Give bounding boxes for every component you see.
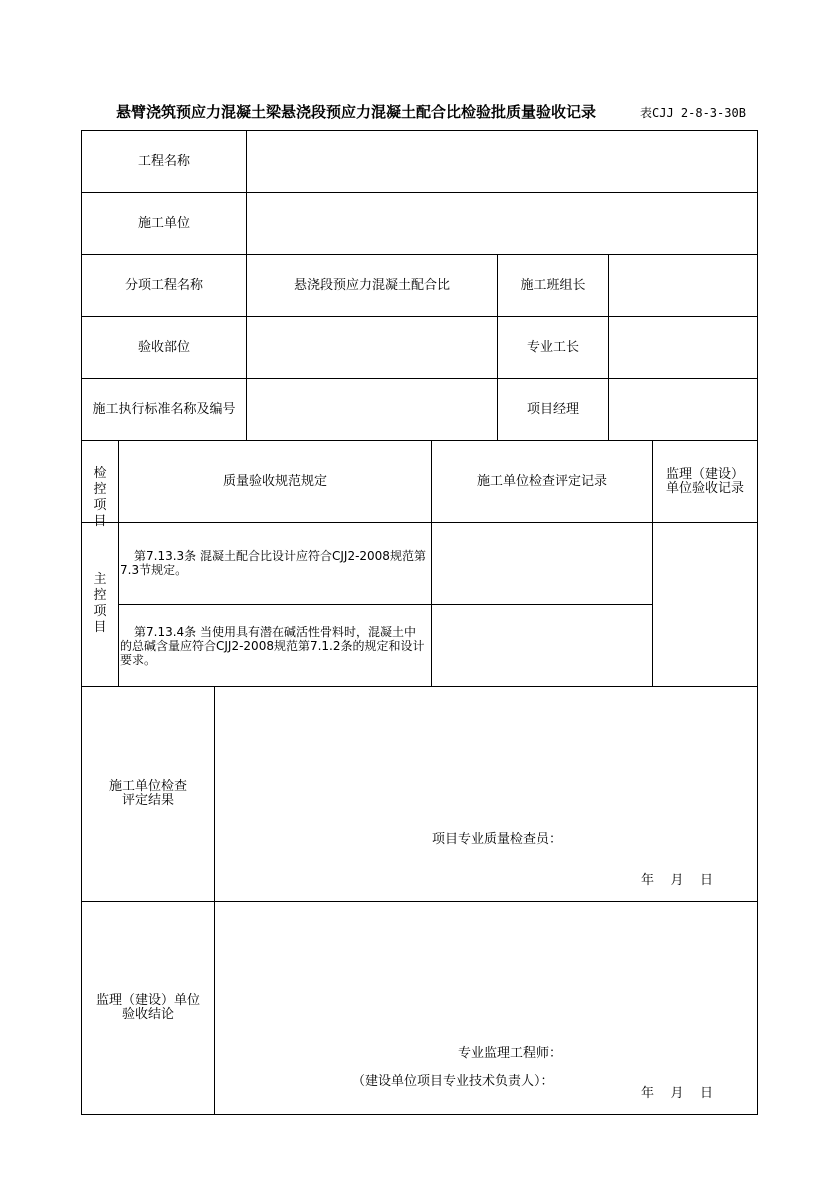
supervisor-conclusion-date: 年 月 日 <box>641 1086 714 1101</box>
main-control-item-1: 第7.13.3条 混凝土配合比设计应符合CJJ2-2008规范第7.3节规定。 <box>120 549 426 577</box>
supervisor-conclusion-label-line1: 监理（建设）单位 <box>95 993 200 1008</box>
construction-unit-value[interactable] <box>247 193 757 254</box>
inspection-item-header: 检控项目 <box>93 466 107 529</box>
standard-label: 施工执行标准名称及编号 <box>92 401 236 417</box>
document-title: 悬臂浇筑预应力混凝土梁悬浇段预应力混凝土配合比检验批质量验收记录 <box>116 103 597 121</box>
supervisor-record-header-line2: 单位验收记录 <box>665 480 744 496</box>
supervisor-record-header-line1: 监理（建设） <box>665 466 744 482</box>
acceptance-part-value[interactable] <box>247 317 497 378</box>
sub-project-label: 分项工程名称 <box>124 277 203 293</box>
sub-project-value[interactable]: 悬浇段预应力混凝土配合比 <box>293 277 450 293</box>
acceptance-part-label: 验收部位 <box>137 339 190 355</box>
main-control-label: 主控项目 <box>93 572 107 635</box>
quality-inspector-label: 项目专业质量检查员： <box>432 832 563 847</box>
team-leader-label: 施工班组长 <box>520 277 586 293</box>
spec-header: 质量验收规范规定 <box>222 473 327 489</box>
contractor-result-date: 年 月 日 <box>641 873 714 888</box>
project-name-label: 工程名称 <box>137 153 190 169</box>
contractor-result-label-line1: 施工单位检查 <box>108 779 187 794</box>
contractor-record-header: 施工单位检查评定记录 <box>476 473 607 489</box>
contractor-result-label-line2: 评定结果 <box>121 793 174 808</box>
main-control-item-2: 第7.13.4条 当使用具有潜在碱活性骨料时，混凝土中的总碱含量应符合CJJ2-2008规范第7.1.2条的规定和设计要求。 <box>120 625 425 667</box>
project-name-value[interactable] <box>247 131 757 192</box>
table-border <box>757 130 758 1115</box>
supervisor-record-cell[interactable] <box>653 523 757 686</box>
main-control-item-2-record[interactable] <box>432 605 652 686</box>
team-leader-value[interactable] <box>609 255 757 316</box>
supervisor-conclusion-label-line2: 验收结论 <box>121 1007 174 1022</box>
supervisor-conclusion-label <box>82 902 214 1114</box>
construction-unit-label: 施工单位 <box>137 215 190 231</box>
supervising-engineer-label: 专业监理工程师： <box>458 1046 563 1061</box>
form-code: 表CJJ 2-8-3-30B <box>640 106 746 120</box>
main-control-item-1-record[interactable] <box>432 523 652 604</box>
manager-label: 项目经理 <box>526 401 579 417</box>
table-border <box>81 1114 758 1115</box>
foreman-label: 专业工长 <box>526 339 579 355</box>
supervisor-record-header <box>653 441 757 522</box>
contractor-result-label <box>82 687 214 901</box>
standard-value[interactable] <box>247 379 497 440</box>
column-divider <box>214 686 215 1115</box>
owner-technical-lead-label: （建设单位项目专业技术负责人）： <box>352 1074 554 1089</box>
manager-value[interactable] <box>609 379 757 440</box>
foreman-value[interactable] <box>609 317 757 378</box>
